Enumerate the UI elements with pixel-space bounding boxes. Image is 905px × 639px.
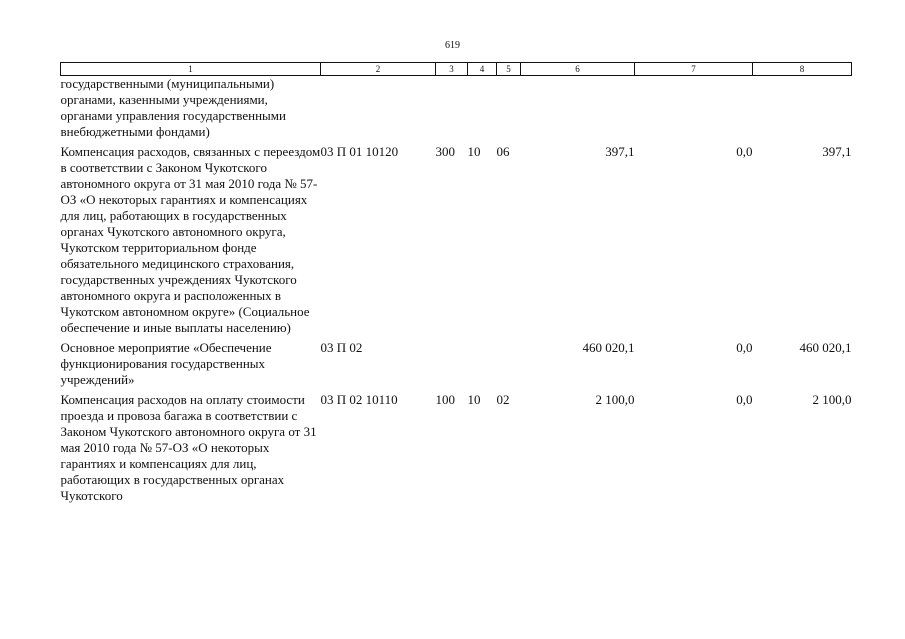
header-col-5: 5: [497, 63, 521, 76]
header-col-6: 6: [521, 63, 635, 76]
row-description: Компенсация расходов на оплату стоимости проезда и провоза багажа в соответствии с Законом Чукотского автономного округа от 31 мая 2010 года № 57-ОЗ «О некоторых гарантиях и компенсациях для лиц, работающих в государственных органах Чукотского: [60, 392, 317, 503]
row-amount-8: 2 100,0: [812, 392, 852, 407]
row-amount-8: [753, 76, 852, 145]
row-amount-6: 397,1: [605, 144, 635, 159]
row-description: государственными (муниципальными) органами, казенными учреждениями, органами управления государственными внебюджетными фондами): [60, 76, 286, 139]
row-col-3: [436, 76, 468, 145]
row-amount-6: [521, 76, 635, 145]
header-col-8: 8: [753, 63, 852, 76]
row-amount-7: 0,0: [736, 392, 753, 407]
row-col-4: 10: [467, 144, 481, 159]
row-description: Компенсация расходов, связанных с переездом в соответствии с Законом Чукотского автономного округа от 31 мая 2010 года № 57-ОЗ «О некоторых гарантиях и компенсациях для лиц, работающих в государственных органах Чукотского автономного округа, Чукотском территориальном фонде обязательного медицинского страхования, государственных учреждениях Чукотского автономного округа и расположенных в Чукотском автономном округе» (Социальное обеспечение и иные выплаты населению): [60, 144, 321, 335]
row-col-4: [468, 76, 497, 145]
budget-table: [60, 62, 852, 508]
table-row: [61, 76, 852, 145]
row-col-5: [497, 76, 521, 145]
header-col-3: 3: [436, 63, 468, 76]
row-amount-7: 0,0: [736, 340, 753, 355]
row-amount-6: 2 100,0: [595, 392, 635, 407]
row-code: 03 П 02 10110: [320, 392, 398, 407]
row-amount-8: 397,1: [822, 144, 852, 159]
header-col-7: 7: [635, 63, 753, 76]
row-col-5: 06: [496, 144, 510, 159]
header-col-1: 1: [61, 63, 321, 76]
row-code: 03 П 01 10120: [320, 144, 399, 159]
header-col-4: 4: [468, 63, 497, 76]
row-code: 03 П 02: [320, 340, 363, 355]
row-amount-6: 460 020,1: [582, 340, 635, 355]
row-col-3: [436, 340, 468, 392]
row-col-4: [468, 340, 497, 392]
row-col-4: 10: [467, 392, 481, 407]
row-amount-8: 460 020,1: [799, 340, 852, 355]
row-amount-7: 0,0: [736, 144, 753, 159]
row-code: [321, 76, 436, 145]
table-row: [61, 392, 852, 508]
header-col-2: 2: [321, 63, 436, 76]
row-col-5: 02: [496, 392, 510, 407]
row-col-3: 300: [435, 144, 455, 159]
row-col-5: [497, 340, 521, 392]
row-col-3: 100: [435, 392, 455, 407]
table-row: [61, 144, 852, 340]
column-number-header: [61, 63, 852, 76]
row-description: Основное мероприятие «Обеспечение функционирования государственных учреждений»: [60, 340, 272, 387]
table-row: [61, 340, 852, 392]
row-amount-7: [635, 76, 753, 145]
page-number: 619: [445, 40, 460, 51]
